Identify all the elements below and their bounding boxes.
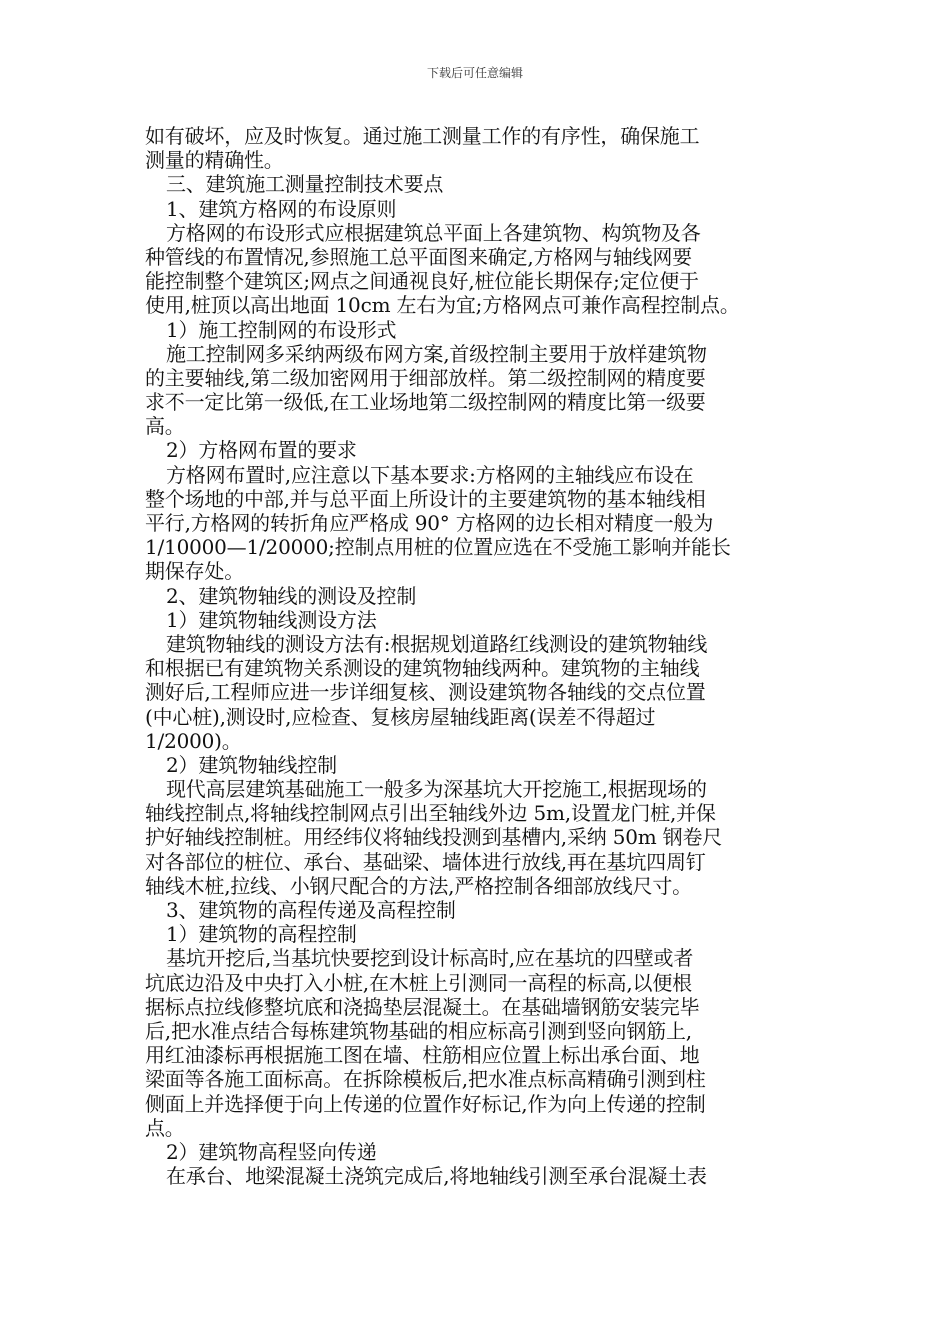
text-line: 2）建筑物高程竖向传递: [166, 1139, 377, 1164]
text-line: 方格网的布设形式应根据建筑总平面上各建筑物、构筑物及各: [166, 220, 701, 245]
text-line: 建筑物轴线的测设方法有:根据规划道路红线测设的建筑物轴线: [166, 631, 708, 656]
text-line: (中心桩),测设时,应检查、复核房屋轴线距离(误差不得超过: [145, 704, 656, 729]
text-line: 测量的精确性。: [145, 148, 284, 173]
text-line: 1/10000—1/20000;控制点用桩的位置应选在不受施工影响并能长: [145, 535, 731, 560]
text-line: 平行,方格网的转折角应严格成 90° 方格网的边长相对精度一般为: [145, 511, 714, 535]
text-line: 对各部位的桩位、承台、基础梁、墙体进行放线,再在基坑四周钉: [145, 849, 706, 874]
text-line: 2）建筑物轴线控制: [166, 752, 337, 777]
text-line: 如有破坏，应及时恢复。通过施工测量工作的有序性，确保施工: [145, 124, 700, 148]
text-line: 坑底边沿及中央打入小桩,在木桩上引测同一高程的标高,以便根: [145, 970, 692, 995]
text-line: 1、建筑方格网的布设原则: [166, 196, 397, 221]
text-line: 轴线木桩,拉线、小钢尺配合的方法,严格控制各细部放线尺寸。: [145, 873, 692, 898]
text-line: 护好轴线控制桩。用经纬仪将轴线投测到基槽内,采纳 50m 钢卷尺: [145, 825, 723, 850]
text-line: 使用,桩顶以高出地面 10cm 左右为宜;方格网点可兼作高程控制点。: [145, 293, 740, 318]
text-line: 和根据已有建筑物关系测设的建筑物轴线两种。建筑物的主轴线: [145, 656, 700, 681]
text-line: 施工控制网多采纳两级布网方案,首级控制主要用于放样建筑物: [166, 341, 707, 366]
text-line: 三、建筑施工测量控制技术要点: [166, 172, 444, 197]
text-line: 点。: [145, 1115, 185, 1140]
text-line: 后,把水准点结合每栋建筑物基础的相应标高引测到竖向钢筋上,: [145, 1018, 692, 1043]
text-line: 现代高层建筑基础施工一般多为深基坑大开挖施工,根据现场的: [166, 777, 707, 802]
text-line: 用红油漆标再根据施工图在墙、柱筋相应位置上标出承台面、地: [145, 1043, 700, 1068]
text-line: 在承台、地梁混凝土浇筑完成后,将地轴线引测至承台混凝土表: [166, 1164, 707, 1189]
text-line: 期保存处。: [145, 559, 244, 584]
text-line: 3、建筑物的高程传递及高程控制: [166, 898, 456, 922]
text-line: 1）建筑物轴线测设方法: [166, 607, 377, 632]
text-line: 2）方格网布置的要求: [166, 438, 357, 463]
text-line: 能控制整个建筑区;网点之间通视良好,桩位能长期保存;定位便于: [145, 269, 699, 294]
text-line: 梁面等各施工面标高。在拆除模板后,把水准点标高精确引测到柱: [145, 1067, 706, 1092]
text-line: 求不一定比第一级低,在工业场地第二级控制网的精度比第一级要: [145, 390, 706, 415]
page-header-note: 下载后可任意编辑: [426, 66, 523, 80]
text-line: 基坑开挖后,当基坑快要挖到设计标高时,应在基坑的四壁或者: [166, 946, 694, 971]
text-line: 侧面上并选择便于向上传递的位置作好标记,作为向上传递的控制: [145, 1091, 706, 1116]
text-line: 1）施工控制网的布设形式: [166, 317, 397, 342]
text-line: 种管线的布置情况,参照施工总平面图来确定,方格网与轴线网要: [145, 244, 692, 269]
document-body: [145, 124, 805, 1188]
text-line: 方格网布置时,应注意以下基本要求:方格网的主轴线应布设在: [166, 462, 694, 487]
text-line: 2、建筑物轴线的测设及控制: [166, 583, 417, 608]
text-line: 1/2000)。: [145, 728, 242, 753]
text-line: 轴线控制点,将轴线控制网点引出至轴线外边 5m,设置龙门桩,并保: [145, 801, 716, 826]
text-line: 测好后,工程师应进一步详细复核、测设建筑物各轴线的交点位置: [145, 680, 706, 705]
text-line: 整个场地的中部,并与总平面上所设计的主要建筑物的基本轴线相: [145, 486, 706, 511]
text-line: 高。: [145, 414, 185, 439]
text-line: 1）建筑物的高程控制: [166, 922, 357, 947]
text-line: 的主要轴线,第二级加密网用于细部放样。第二级控制网的精度要: [145, 365, 706, 390]
text-line: 据标点拉线修整坑底和浇捣垫层混凝土。在基础墙钢筋安装完毕: [145, 994, 700, 1019]
